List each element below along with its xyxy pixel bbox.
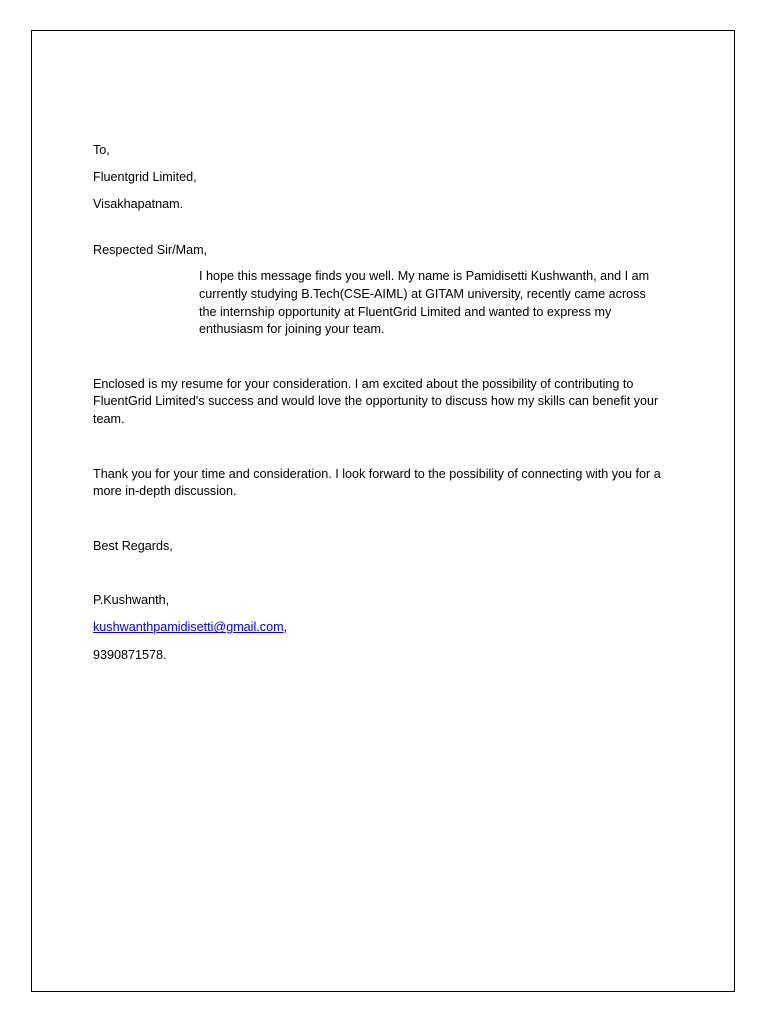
closing: Best Regards, — [93, 538, 173, 553]
signature-email-line — [93, 619, 665, 637]
letter-body — [93, 142, 665, 664]
recipient-company: Fluentgrid Limited, — [93, 170, 197, 185]
paragraph-thanks: Thank you for your time and consideration. I look forward to the possibility of connecting with you for a more in-depth discussion. — [93, 466, 661, 499]
salutation: Respected Sir/Mam, — [93, 242, 208, 257]
paragraph-resume: Enclosed is my resume for your consideration. I am excited about the possibility of contributing to FluentGrid Limited's success and would love the opportunity to discuss how my skills can benefit your team. — [93, 376, 659, 426]
recipient-to: To, — [93, 143, 110, 157]
recipient-city: Visakhapatnam. — [93, 197, 184, 212]
email-suffix: , — [283, 620, 288, 635]
email-link[interactable]: kushwanthpamidisetti@gmail.com — [93, 620, 284, 635]
signature-name: P.Kushwanth, — [93, 593, 170, 608]
paragraph-intro: I hope this message finds you well. My name is Pamidisetti Kushwanth, and I am currently studying B.Tech(CSE-AIML) at GITAM university, recently came across the internship opportunity at FluentGrid Limited and wanted to express my enthusiasm for joining your team. — [199, 269, 650, 337]
signature-phone: 9390871578. — [93, 647, 167, 662]
